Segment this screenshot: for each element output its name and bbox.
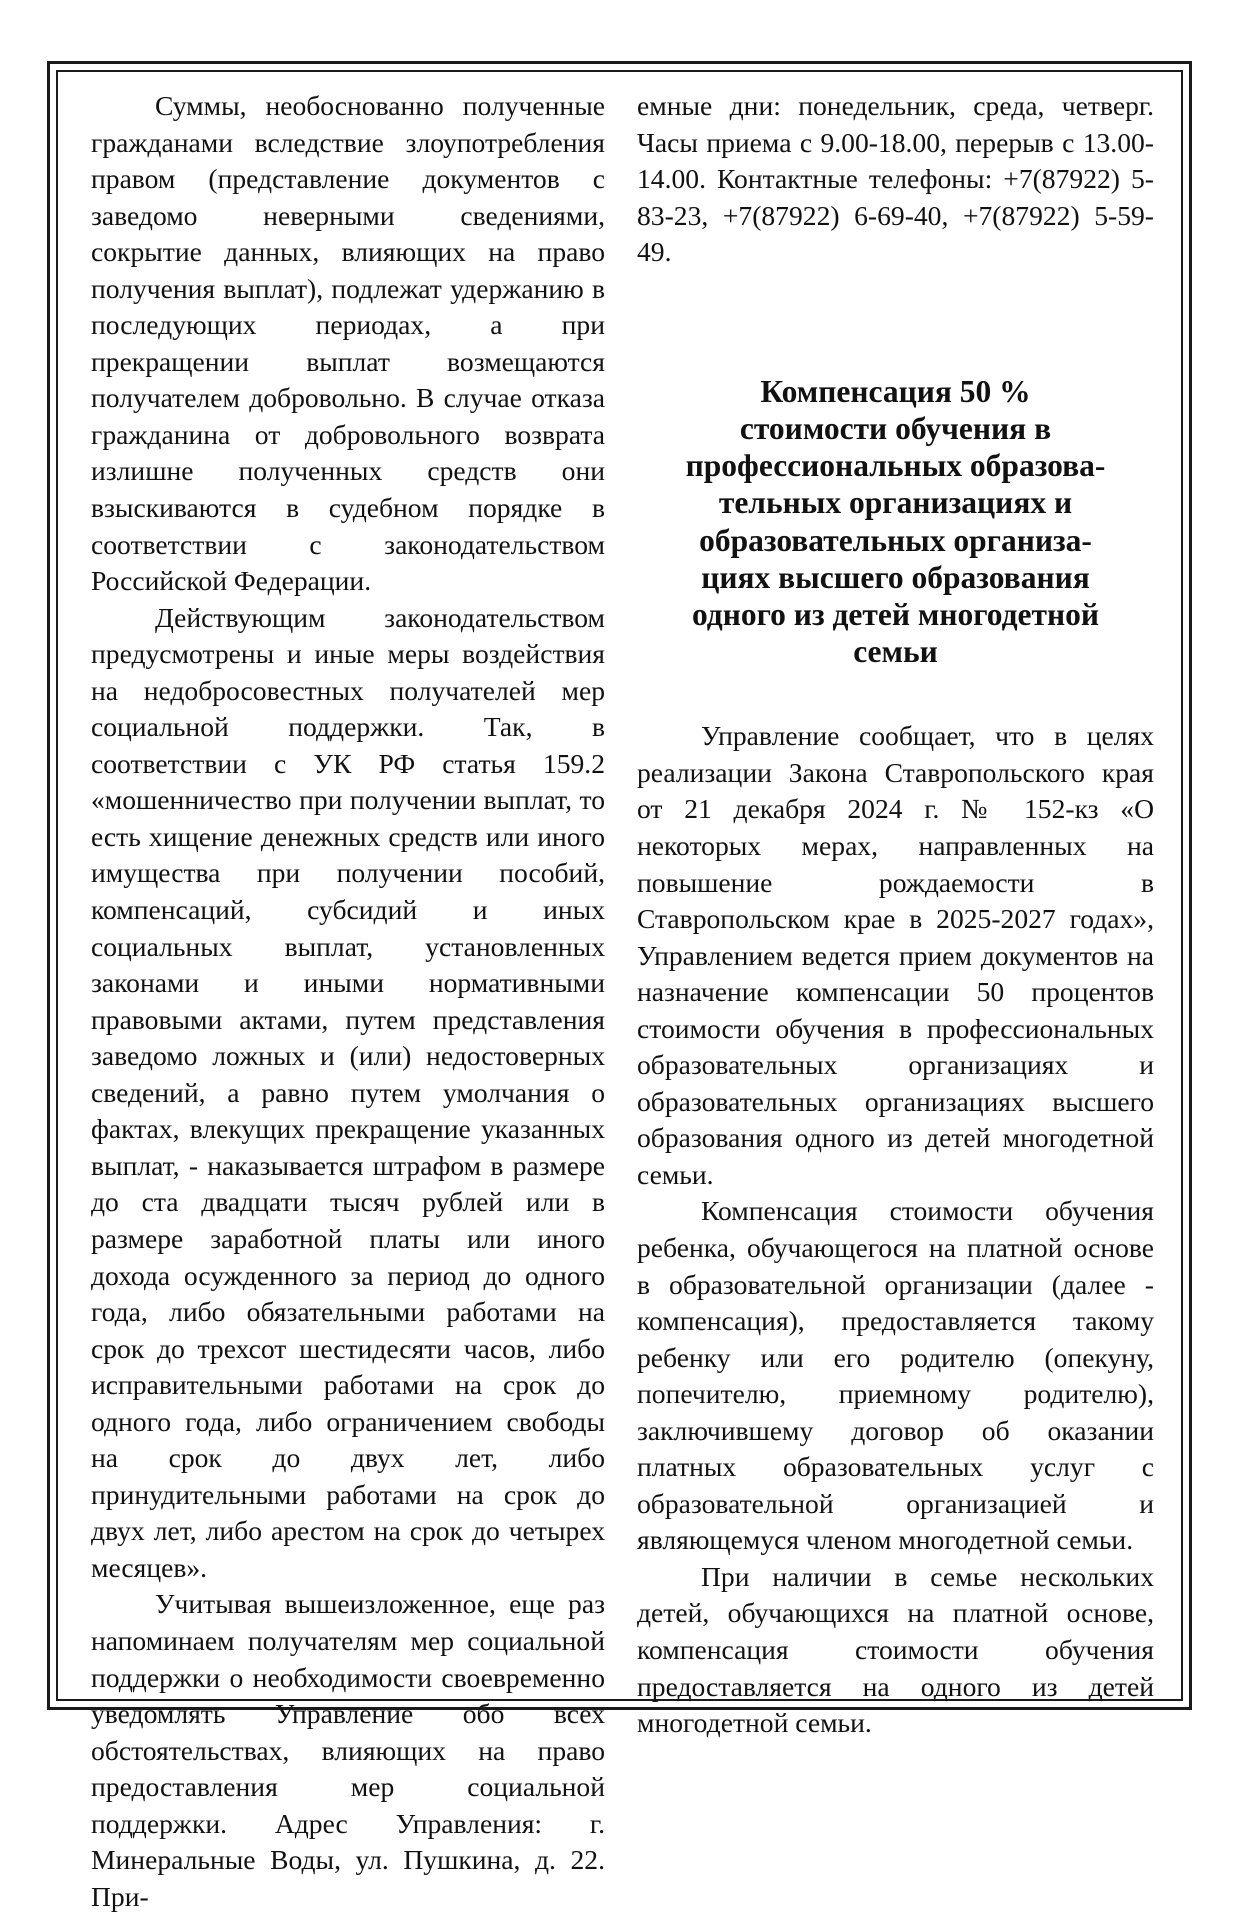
heading-line: стоимости обучения в	[739, 410, 1052, 446]
left-column	[91, 88, 605, 1915]
article-heading	[637, 373, 1154, 671]
heading-line: Компенсация 50 %	[760, 373, 1031, 409]
paragraph-multiple-children: При наличии в семье нескольких детей, обучающихся на платной основе, компенсация стоимости обучения предоставляется на одного из детей многодетной семьи.	[637, 1560, 1154, 1739]
spacer	[637, 670, 1154, 718]
spacer	[637, 271, 1154, 373]
right-column	[637, 88, 1154, 1742]
paragraph-overpayment-recovery: Суммы, необоснованно полученные гражданами вследствие злоупотребления правом (представление документов с заведомо неверными сведениями, сокрытие данных, влияющих на право получения выплат), подлежат удержанию в последующих периодах, а при прекращении выплат возмещаются получателем добровольно. В случае отказа гражданина от добровольного возврата излишне полученных средств они взыскиваются в судебном порядке в соответствии с законодательством Российской Федерации.	[91, 90, 605, 597]
heading-line: образовательных организа-	[699, 522, 1092, 558]
heading-line: семьи	[853, 634, 938, 670]
paragraph-criminal-liability: Действующим законодательством предусмотрены и иные меры воздействия на недобросовестных получателей мер социальной поддержки. Так, в соответствии с УК РФ статья 159.2 «мошенничество при получении выплат, то есть хищение денежных средств или иного имущества при получении пособий, компенсаций, субсидий и иных социальных выплат, установленных законами и иными нормативными правовыми актами, путем представления заведомо ложных и (или) недостоверных сведений, а равно путем умолчания о фактах, влекущих прекращение указанных выплат, - наказывается штрафом в размере до ста двадцати тысяч рублей или в размере заработной платы или иного дохода осужденного за период до одного года, либо обязательными работами на срок до трехсот шестидесяти часов, либо исправительными работами на срок до одного года, либо ограничением свободы на срок до двух лет, либо принудительными работами на срок до двух лет, либо арестом на срок до четырех месяцев».	[91, 601, 605, 1583]
heading-line: тельных организациях и	[718, 485, 1073, 521]
heading-line: профессиональных образова-	[685, 448, 1106, 484]
paragraph-notification-reminder: Учитывая вышеизложенное, еще раз напоминаем получателям мер социальной поддержки о необходимости своевременно уведомлять Управление обо всех обстоятельствах, влияющих на право предоставления мер социальной поддержки. Адрес Управления: г. Минеральные Воды, ул. Пушкина, д. 22. При-	[91, 1588, 605, 1912]
paragraph-compensation-announcement: Управление сообщает, что в целях реализации Закона Ставропольского края от 21 декабря 2024 г. № 152-кз «О некоторых мерах, направленных на повышение рождаемости в Ставропольском крае в 2025-2027 годах», Управлением ведется прием документов на назначение компенсации 50 процентов стоимости обучения в профессиональных образовательных организациях и образовательных организациях высшего образования одного из детей многодетной семьи.	[637, 720, 1154, 1190]
heading-line: циях высшего образования	[701, 559, 1090, 595]
heading-line: одного из детей многодетной	[691, 596, 1100, 632]
paragraph-compensation-recipients: Компенсация стоимости обучения ребенка, обучающегося на платной основе в образовательной организации (далее - компенсация), предоставляется такому ребенку или его родителю (опекуну, попечителю, приемному родителю), заключившему договор об оказании платных образовательных услуг с образовательной организацией и являющемуся членом многодетной семьи.	[637, 1195, 1154, 1556]
paragraph-reception-hours: емные дни: понедельник, среда, четверг. Часы приема с 9.00-18.00, перерыв с 13.00-14.00. Контактные телефоны: +7(87922) 5-83-23, +7(87922) 6-69-40, +7(87922) 5-59-49.	[637, 90, 1154, 268]
